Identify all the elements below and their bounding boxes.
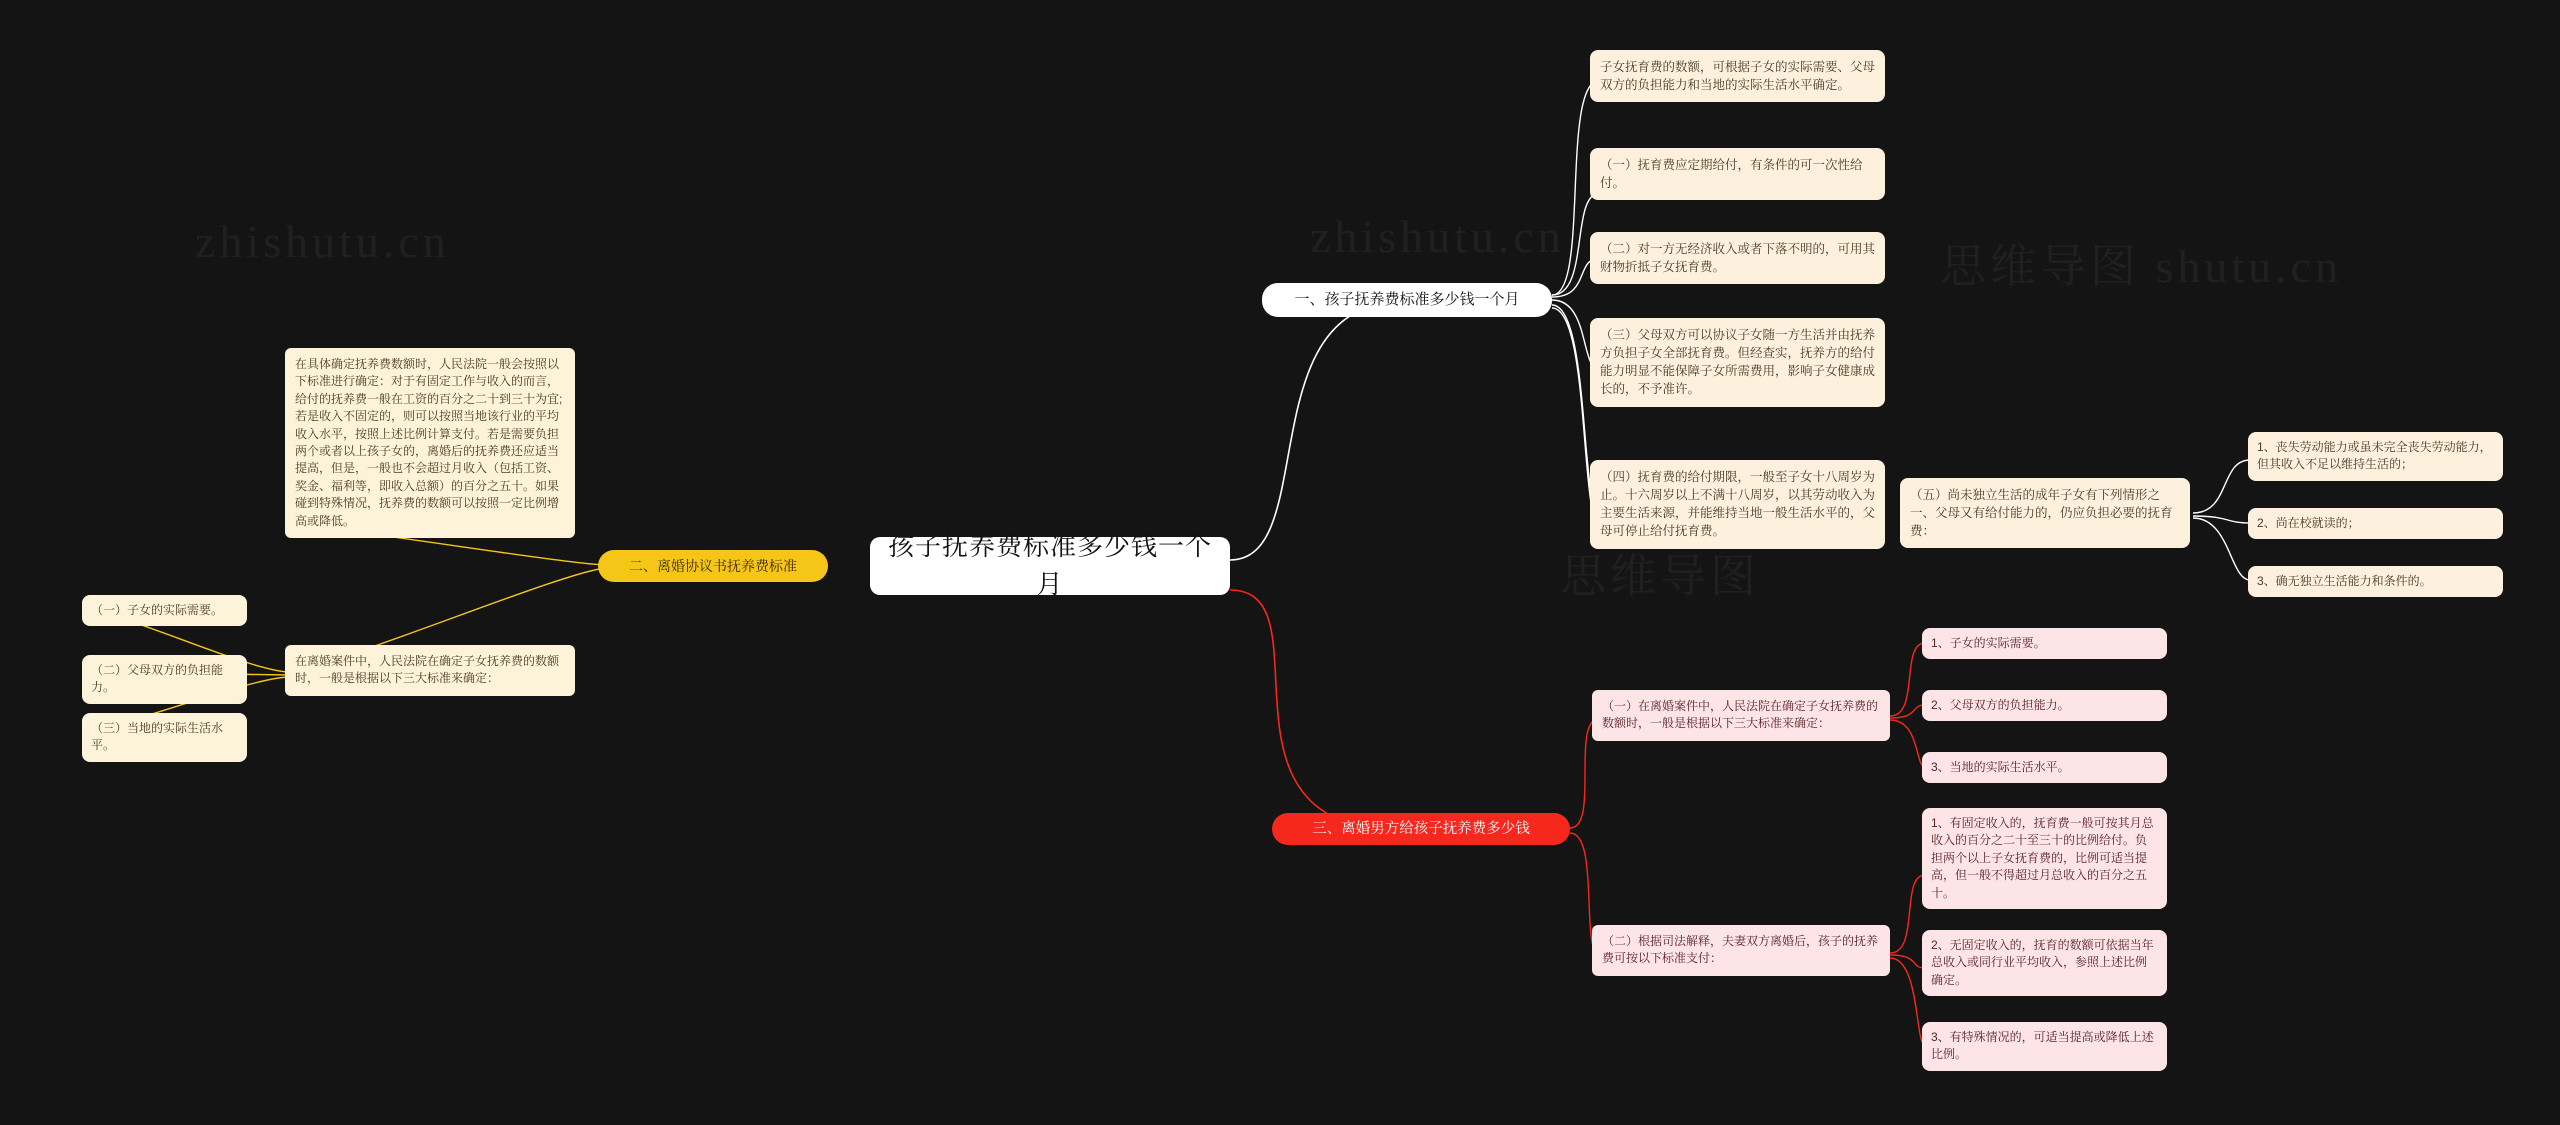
branch-1-child-6-leaf-2[interactable]: 2、尚在校就读的；	[2248, 508, 2503, 539]
branch-1-child-1[interactable]: 子女抚育费的数额，可根据子女的实际需要、父母双方的负担能力和当地的实际生活水平确定。	[1590, 50, 1885, 102]
branch-1-child-2[interactable]: （一）抚育费应定期给付，有条件的可一次性给付。	[1590, 148, 1885, 200]
branch-2-child-1[interactable]: 在具体确定抚养费数额时，人民法院一般会按照以下标准进行确定：对于有固定工作与收入的而言，给付的抚养费一般在工资的百分之二十到三十为宜;若是收入不固定的，则可以按照当地该行业的平均收入水平，按照上述比例计算支付。若是需要负担两个或者以上孩子女的，离婚后的抚养费还应适当提高，但是，一般也不会超过月收入（包括工资、奖金、福利等，即收入总额）的百分之五十。如果碰到特殊情况，抚养费的数额可以按照一定比例增高或降低。	[285, 348, 575, 538]
branch-2-child-2-leaf-1[interactable]: （一）子女的实际需要。	[82, 595, 247, 626]
branch-3-node[interactable]: 三、离婚男方给孩子抚养费多少钱	[1272, 813, 1570, 845]
branch-1-child-3[interactable]: （二）对一方无经济收入或者下落不明的，可用其财物折抵子女抚育费。	[1590, 232, 1885, 284]
branch-3-child-1-leaf-1[interactable]: 1、子女的实际需要。	[1922, 628, 2167, 659]
branch-1-child-4[interactable]: （三）父母双方可以协议子女随一方生活并由抚养方负担子女全部抚育费。但经查实，抚养方的给付能力明显不能保障子女所需费用，影响子女健康成长的，不予准许。	[1590, 318, 1885, 407]
branch-3-child-1-leaf-2[interactable]: 2、父母双方的负担能力。	[1922, 690, 2167, 721]
branch-3-child-1[interactable]: （一）在离婚案件中，人民法院在确定子女抚养费的数额时，一般是根据以下三大标准来确定：	[1592, 690, 1890, 741]
branch-1-child-5[interactable]: （四）抚育费的给付期限，一般至子女十八周岁为止。十六周岁以上不满十八周岁，以其劳动收入为主要生活来源，并能维持当地一般生活水平的，父母可停止给付抚育费。	[1590, 460, 1885, 549]
branch-1-child-6-leaf-3[interactable]: 3、确无独立生活能力和条件的。	[2248, 566, 2503, 597]
branch-3-child-2-leaf-3[interactable]: 3、有特殊情况的，可适当提高或降低上述比例。	[1922, 1022, 2167, 1071]
root-node[interactable]: 孩子抚养费标准多少钱一个月	[870, 537, 1230, 595]
watermark: zhishutu.cn	[1310, 211, 1565, 262]
branch-3-child-1-leaf-3[interactable]: 3、当地的实际生活水平。	[1922, 752, 2167, 783]
watermark: 思维导图 shutu.cn	[1940, 241, 2343, 292]
branch-1-child-6-leaf-1[interactable]: 1、丧失劳动能力或虽未完全丧失劳动能力，但其收入不足以维持生活的；	[2248, 432, 2503, 481]
branch-2-child-2-leaf-2[interactable]: （二）父母双方的负担能力。	[82, 655, 247, 704]
branch-1-node[interactable]: 一、孩子抚养费标准多少钱一个月	[1262, 283, 1552, 317]
branch-3-child-2[interactable]: （二）根据司法解释，夫妻双方离婚后，孩子的抚养费可按以下标准支付：	[1592, 925, 1890, 976]
branch-2-child-2-leaf-3[interactable]: （三）当地的实际生活水平。	[82, 713, 247, 762]
branch-1-child-6[interactable]: （五）尚未独立生活的成年子女有下列情形之一、父母又有给付能力的，仍应负担必要的抚育费：	[1900, 478, 2190, 548]
branch-3-child-2-leaf-1[interactable]: 1、有固定收入的，抚育费一般可按其月总收入的百分之二十至三十的比例给付。负担两个以上子女抚育费的，比例可适当提高，但一般不得超过月总收入的百分之五十。	[1922, 808, 2167, 909]
watermark: zhishutu.cn	[195, 216, 450, 267]
branch-3-child-2-leaf-2[interactable]: 2、无固定收入的，抚育的数额可依据当年总收入或同行业平均收入，参照上述比例确定。	[1922, 930, 2167, 996]
branch-2-node[interactable]: 二、离婚协议书抚养费标准	[598, 550, 828, 582]
watermark: 思维导图	[1560, 551, 1760, 602]
branch-2-child-2[interactable]: 在离婚案件中，人民法院在确定子女抚养费的数额时，一般是根据以下三大标准来确定：	[285, 645, 575, 696]
